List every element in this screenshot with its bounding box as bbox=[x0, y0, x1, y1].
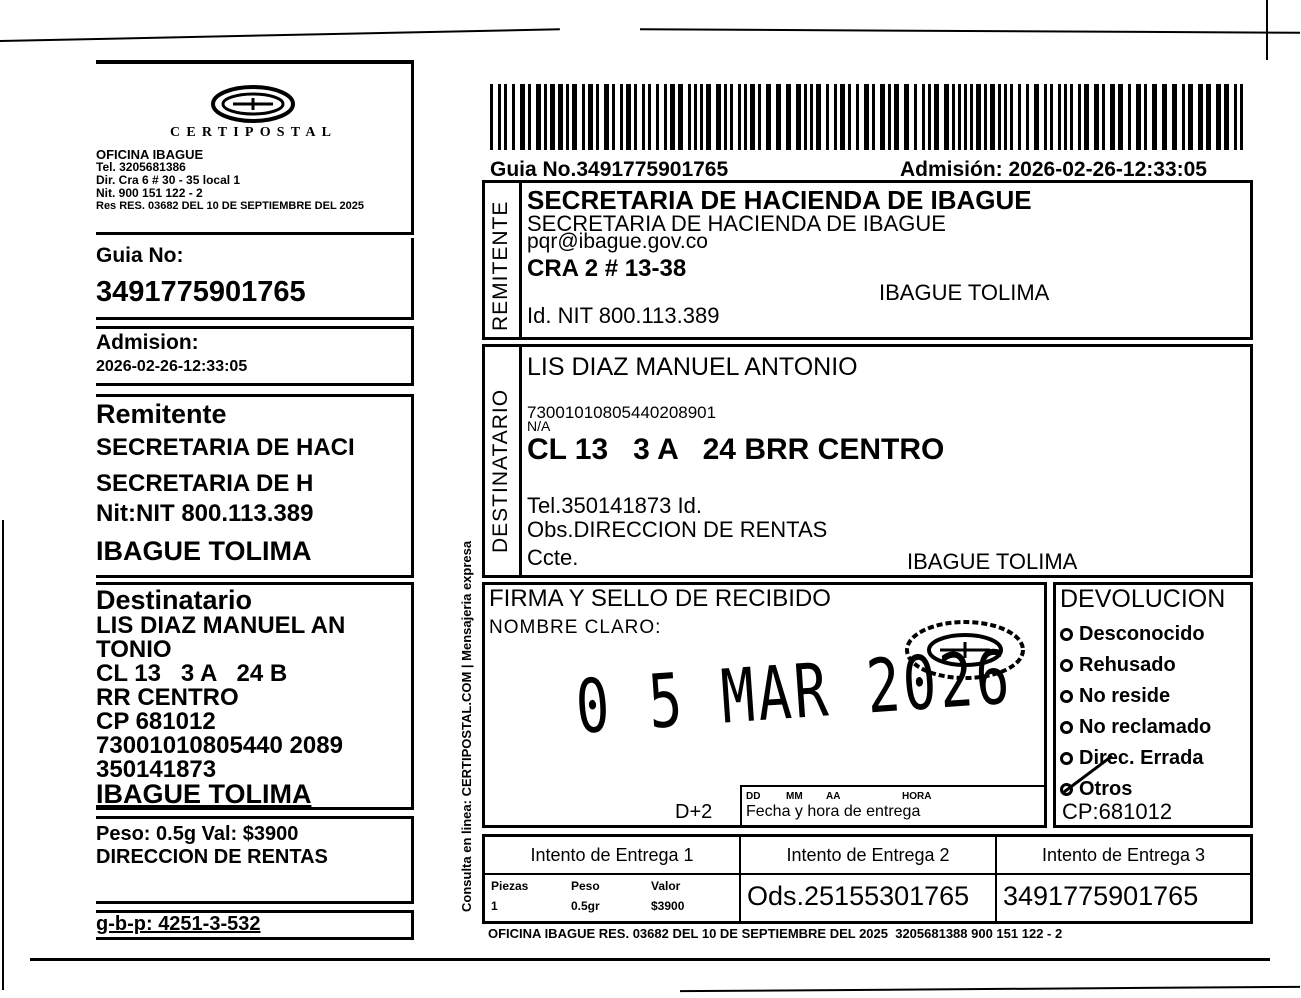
option-label: No reside bbox=[1079, 685, 1171, 707]
scan-edge-bottom bbox=[30, 958, 1270, 961]
date-stamp: 0 5 MAR 2026 bbox=[573, 634, 1015, 751]
barcode-bar bbox=[588, 84, 593, 150]
barcode-bar bbox=[1058, 84, 1061, 150]
barcode-bar bbox=[604, 84, 609, 150]
remitente-tag-divider bbox=[519, 183, 522, 337]
certipostal-logo-icon bbox=[170, 84, 340, 146]
barcode-bar bbox=[970, 84, 973, 150]
intento-3: Intento de Entrega 3 bbox=[1041, 845, 1206, 865]
barcode-bar bbox=[766, 84, 771, 150]
remitente-label: Remitente bbox=[96, 399, 227, 429]
barcode-bar bbox=[1188, 84, 1193, 150]
barcode-bar bbox=[998, 84, 1001, 150]
peso-val: Peso: 0.5g Val: $3900 bbox=[96, 823, 299, 845]
ods-value: Ods.25155301765 bbox=[747, 881, 970, 911]
piezas-value: 1 bbox=[491, 899, 498, 913]
dest-line: RR CENTRO bbox=[96, 684, 239, 711]
firma-title: FIRMA Y SELLO DE RECIBIDO bbox=[489, 585, 831, 612]
option-label: Rehusado bbox=[1079, 654, 1176, 676]
dest-line: TONIO bbox=[96, 636, 172, 663]
barcode-bar bbox=[1224, 84, 1229, 150]
bottom-guia: 3491775901765 bbox=[1003, 881, 1199, 911]
intentos-hline bbox=[485, 873, 1250, 875]
barcode-bar bbox=[1050, 84, 1053, 150]
barcode-bar bbox=[1144, 84, 1147, 150]
dest-line: CP 681012 bbox=[96, 708, 216, 735]
devolucion-cp: CP:681012 bbox=[1062, 799, 1173, 824]
barcode-bar bbox=[626, 84, 631, 150]
destinatario-tel: Tel.350141873 Id. bbox=[527, 493, 702, 518]
barcode-bar bbox=[1128, 84, 1131, 150]
remitente-nit: Nit:NIT 800.113.389 bbox=[96, 500, 314, 527]
header-guia: Guia No.3491775901765 bbox=[490, 158, 729, 181]
barcode-bar bbox=[558, 84, 563, 150]
guia-label: Guia No: bbox=[96, 244, 184, 267]
remitente-box bbox=[482, 180, 1253, 340]
barcode-bar bbox=[1152, 84, 1157, 150]
intento-1: Intento de Entrega 1 bbox=[530, 845, 694, 865]
barcode-bar bbox=[1216, 84, 1221, 150]
intento-2: Intento de Entrega 2 bbox=[786, 845, 950, 865]
barcode-bar bbox=[634, 84, 637, 150]
barcode-bar bbox=[536, 84, 541, 150]
remitente-city: IBAGUE TOLIMA bbox=[879, 280, 1050, 305]
destinatario-box bbox=[482, 344, 1253, 578]
barcode-bar bbox=[952, 84, 955, 150]
barcode-bar bbox=[1234, 84, 1237, 150]
piezas-label: Piezas bbox=[491, 879, 529, 893]
barcode-bar bbox=[596, 84, 599, 150]
barcode-bar bbox=[976, 84, 981, 150]
destinatario-code: 73001010805440208901 bbox=[527, 403, 717, 422]
dest-line: CL 13 3 A 24 B bbox=[96, 660, 288, 687]
check-mark-icon bbox=[1060, 752, 1120, 796]
barcode-bar bbox=[840, 84, 845, 150]
barcode-bar bbox=[796, 84, 801, 150]
dest-line: 350141873 bbox=[96, 756, 217, 783]
barcode-bar bbox=[1010, 84, 1013, 150]
barcode-bar bbox=[1206, 84, 1211, 150]
barcode-bar bbox=[694, 84, 697, 150]
barcode-bar bbox=[872, 84, 875, 150]
barcode-bar bbox=[738, 84, 741, 150]
destinatario-label: Destinatario bbox=[96, 585, 253, 615]
consulta-vertical-text: Consulta en linea: CERTIPOSTAL.COM | Mensajeria expresa bbox=[459, 540, 474, 912]
barcode-bar bbox=[1026, 84, 1029, 150]
barcode-bar bbox=[1182, 84, 1185, 150]
scan-edge-top2 bbox=[640, 28, 1300, 33]
barcode-bar bbox=[1102, 84, 1105, 150]
barcode-bar bbox=[1044, 84, 1047, 150]
barcode-bar bbox=[490, 84, 493, 150]
destinatario-na: N/A bbox=[527, 418, 551, 434]
barcode bbox=[488, 84, 1253, 150]
gbp-box bbox=[96, 910, 414, 940]
peso-box bbox=[96, 816, 414, 904]
admision-label: Admision: bbox=[96, 331, 199, 354]
barcode-bar bbox=[786, 84, 791, 150]
office-tel: Tel. 3205681386 bbox=[96, 160, 186, 174]
barcode-bar bbox=[688, 84, 691, 150]
dest-lines bbox=[96, 614, 411, 782]
barcode-bar bbox=[642, 84, 645, 150]
barcode-bar bbox=[700, 84, 703, 150]
header-admision: Admisión: 2026-02-26-12:33:05 bbox=[900, 158, 1207, 181]
radio-icon bbox=[1060, 659, 1073, 672]
destinatario-obs: Obs.DIRECCION DE RENTAS bbox=[527, 517, 828, 542]
barcode-bar bbox=[856, 84, 859, 150]
barcode-bar bbox=[750, 84, 755, 150]
d-plus-2: D+2 bbox=[675, 801, 713, 823]
barcode-bar bbox=[512, 84, 515, 150]
barcode-bar bbox=[1034, 84, 1039, 150]
admision-value: 2026-02-26-12:33:05 bbox=[96, 358, 248, 375]
barcode-bar bbox=[864, 84, 869, 150]
dest-line: 73001010805440 2089 bbox=[96, 732, 343, 759]
destinatario-tag-divider bbox=[519, 347, 522, 575]
fecha-hora: HORA bbox=[902, 791, 932, 802]
fecha-dd: DD bbox=[746, 791, 761, 802]
barcode-bar bbox=[566, 84, 569, 150]
barcode-bar bbox=[664, 84, 667, 150]
option-label: No reclamado bbox=[1079, 716, 1212, 738]
left-top-rule bbox=[96, 60, 414, 64]
office-rule bbox=[96, 232, 414, 235]
remitente-address: CRA 2 # 13-38 bbox=[527, 255, 687, 282]
barcode-bar bbox=[958, 84, 961, 150]
barcode-bar bbox=[498, 84, 501, 150]
barcode-bar bbox=[1172, 84, 1177, 150]
office-info bbox=[96, 148, 364, 213]
scan-edge-right bbox=[1266, 0, 1268, 60]
option-label: Desconocido bbox=[1079, 623, 1205, 645]
barcode-bar bbox=[964, 84, 967, 150]
barcode-bar bbox=[716, 84, 721, 150]
fecha-label: Fecha y hora de entrega bbox=[746, 803, 921, 820]
remitente-line2: SECRETARIA DE H bbox=[96, 470, 314, 497]
guia-value: 3491775901765 bbox=[96, 276, 306, 308]
radio-icon bbox=[1060, 721, 1073, 734]
gbp-value: g-b-p: 4251-3-532 bbox=[96, 913, 261, 935]
barcode-bar bbox=[804, 84, 807, 150]
barcode-bar bbox=[888, 84, 891, 150]
peso-value: 0.5gr bbox=[571, 899, 600, 913]
option-no-reclamado[interactable] bbox=[1060, 712, 1211, 743]
office-res: Res RES. 03682 DEL 10 DE SEPTIEMBRE DEL 2025 bbox=[96, 200, 364, 212]
firma-box bbox=[482, 582, 1047, 828]
barcode-bar bbox=[582, 84, 585, 150]
dest-line: LIS DIAZ MANUEL AN bbox=[96, 612, 346, 639]
barcode-bar bbox=[758, 84, 761, 150]
valor-label: Valor bbox=[651, 879, 681, 893]
barcode-bar bbox=[1136, 84, 1141, 150]
admision-box bbox=[96, 326, 414, 386]
remitente-city: IBAGUE TOLIMA bbox=[96, 536, 312, 566]
scan-edge-bottom2 bbox=[680, 986, 1300, 992]
barcode-bar bbox=[620, 84, 623, 150]
destinatario-tag: DESTINATARIO bbox=[489, 388, 512, 553]
radio-icon bbox=[1060, 628, 1073, 641]
valor-value: $3900 bbox=[651, 899, 685, 913]
intentos-row bbox=[482, 834, 1253, 924]
barcode-bar bbox=[656, 84, 659, 150]
direccion-rentas: DIRECCION DE RENTAS bbox=[96, 846, 328, 868]
barcode-bar bbox=[744, 84, 747, 150]
barcode-bar bbox=[612, 84, 615, 150]
barcode-bar bbox=[816, 84, 821, 150]
barcode-bar bbox=[724, 84, 727, 150]
barcode-bar bbox=[934, 84, 939, 150]
remitente-name-small: SECRETARIA DE HACIENDA DE IBAGUE bbox=[527, 211, 946, 236]
remitente-name-big: SECRETARIA DE HACIENDA DE IBAGUE bbox=[527, 185, 1032, 215]
barcode-bar bbox=[922, 84, 925, 150]
barcode-bar bbox=[670, 84, 675, 150]
remitente-email: pqr@ibague.gov.co bbox=[527, 230, 708, 253]
barcode-bar bbox=[1110, 84, 1115, 150]
destinatario-address: CL 13 3 A 24 BRR CENTRO bbox=[527, 433, 945, 466]
fecha-mm: MM bbox=[786, 791, 803, 802]
barcode-bar bbox=[1094, 84, 1099, 150]
barcode-bar bbox=[848, 84, 851, 150]
radio-icon bbox=[1060, 690, 1073, 703]
option-label: Otros bbox=[1079, 778, 1133, 800]
barcode-bar bbox=[928, 84, 931, 150]
brand-name: CERTIPOSTAL bbox=[170, 125, 332, 140]
scan-edge-top bbox=[0, 28, 560, 42]
barcode-bar bbox=[1018, 84, 1021, 150]
barcode-bar bbox=[730, 84, 733, 150]
remitente-id: Id. NIT 800.113.389 bbox=[527, 303, 720, 328]
barcode-bar bbox=[544, 84, 547, 150]
remitente-tag: REMITENTE bbox=[489, 200, 512, 331]
barcode-bar bbox=[914, 84, 917, 150]
barcode-bar bbox=[990, 84, 995, 150]
option-desconocido[interactable] bbox=[1060, 619, 1211, 650]
option-label: Direc. Errada bbox=[1079, 747, 1204, 769]
dest-city: IBAGUE TOLIMA bbox=[96, 779, 312, 809]
option-no-reside[interactable] bbox=[1060, 681, 1211, 712]
office-nit: Nit. 900 151 122 - 2 bbox=[96, 186, 203, 200]
barcode-bar bbox=[1162, 84, 1167, 150]
barcode-bar bbox=[504, 84, 507, 150]
office-name: OFICINA IBAGUE bbox=[96, 147, 204, 162]
barcode-bar bbox=[520, 84, 525, 150]
barcode-bar bbox=[880, 84, 885, 150]
scan-edge-left bbox=[2, 520, 4, 990]
company-logo bbox=[170, 84, 340, 146]
barcode-bar bbox=[678, 84, 683, 150]
nombre-claro: NOMBRE CLARO: bbox=[489, 617, 662, 638]
destinatario-name: LIS DIAZ MANUEL ANTONIO bbox=[527, 353, 858, 381]
barcode-bar bbox=[1240, 84, 1243, 150]
barcode-bar bbox=[904, 84, 909, 150]
remitente-line1: SECRETARIA DE HACI bbox=[96, 434, 355, 461]
office-right-rule bbox=[411, 60, 414, 235]
barcode-bar bbox=[1118, 84, 1123, 150]
barcode-bar bbox=[834, 84, 837, 150]
barcode-bar bbox=[1004, 84, 1007, 150]
devolucion-box bbox=[1053, 582, 1253, 828]
barcode-bar bbox=[944, 84, 949, 150]
barcode-bar bbox=[1078, 84, 1081, 150]
barcode-bar bbox=[1084, 84, 1089, 150]
barcode-bar bbox=[550, 84, 555, 150]
barcode-bar bbox=[706, 84, 711, 150]
barcode-bar bbox=[648, 84, 651, 150]
fecha-aa: AA bbox=[826, 791, 841, 802]
barcode-bar bbox=[776, 84, 781, 150]
barcode-bar bbox=[1198, 84, 1203, 150]
fecha-box bbox=[740, 785, 1044, 825]
barcode-bar bbox=[984, 84, 987, 150]
barcode-bar bbox=[1064, 84, 1067, 150]
barcode-bar bbox=[826, 84, 829, 150]
barcode-bar bbox=[810, 84, 813, 150]
guia-box bbox=[96, 238, 414, 320]
devolucion-title: DEVOLUCION bbox=[1060, 585, 1226, 613]
peso-label: Peso bbox=[571, 879, 600, 893]
office-dir: Dir. Cra 6 # 30 - 35 local 1 bbox=[96, 173, 241, 187]
footer-line: OFICINA IBAGUE RES. 03682 DEL 10 DE SEPTIEMBRE DEL 2025 3205681388 900 151 122 - 2 bbox=[488, 926, 1063, 941]
left-destinatario-box bbox=[96, 582, 414, 810]
barcode-bar bbox=[1070, 84, 1073, 150]
barcode-bar bbox=[528, 84, 531, 150]
destinatario-ccte: Ccte. bbox=[527, 545, 579, 570]
barcode-bar bbox=[894, 84, 899, 150]
left-remitente-box bbox=[96, 394, 414, 578]
option-rehusado[interactable] bbox=[1060, 650, 1211, 681]
destinatario-city: IBAGUE TOLIMA bbox=[907, 549, 1078, 574]
barcode-bar bbox=[572, 84, 577, 150]
devolucion-options bbox=[1060, 619, 1211, 805]
